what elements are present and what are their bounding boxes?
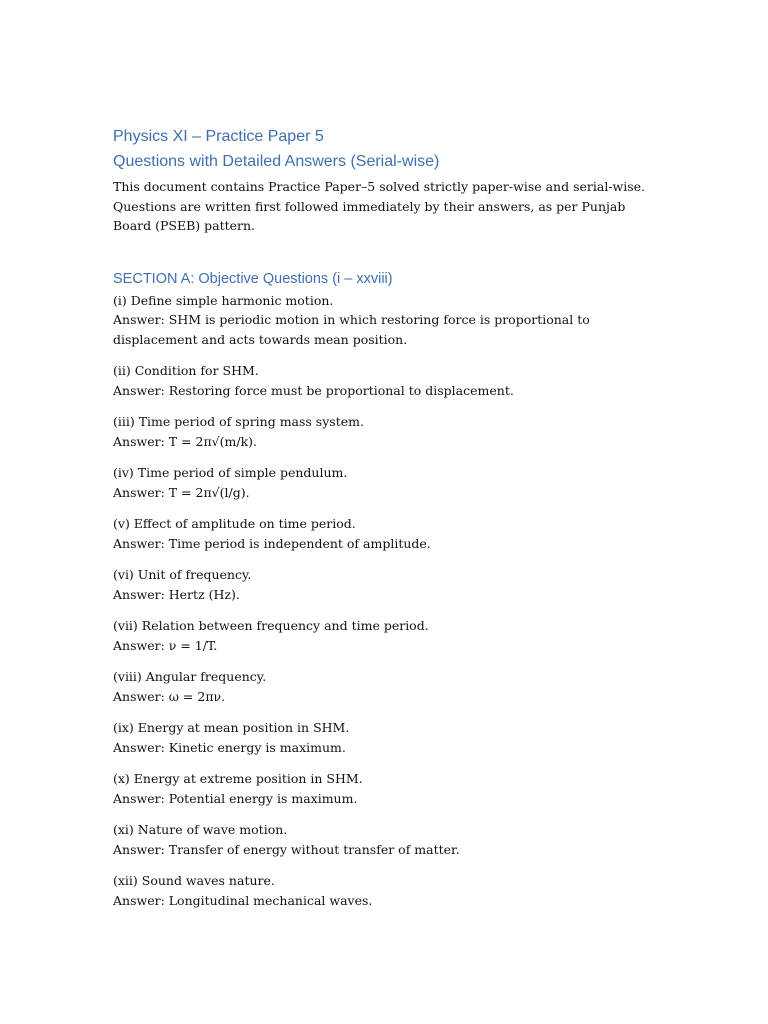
answer-text: Answer: Potential energy is maximum. xyxy=(113,790,358,806)
question-text: (vii) Relation between frequency and time period. xyxy=(113,618,429,633)
answer-text: Answer: Time period is independent of amplitude. xyxy=(113,535,431,551)
question-item xyxy=(113,565,653,604)
question-text: (iii) Time period of spring mass system. xyxy=(113,414,364,429)
intro-paragraph: This document contains Practice Paper–5 solved strictly paper-wise and serial-wise. Questions are written first followed immediately by their answers, as per Punjab Board (PSEB) pattern. xyxy=(113,179,646,233)
answer-text: Answer: T = 2π√(m/k). xyxy=(113,433,258,449)
question-text: (x) Energy at extreme position in SHM. xyxy=(113,771,363,786)
question-item xyxy=(113,616,653,655)
document-subtitle: Questions with Detailed Answers (Serial-wise) xyxy=(113,153,440,170)
answer-text: Answer: Restoring force must be proportional to displacement. xyxy=(113,382,514,398)
document-title: Physics XI – Practice Paper 5 xyxy=(113,128,324,145)
question-item xyxy=(113,871,653,910)
question-item xyxy=(113,463,653,502)
answer-text: Answer: ω = 2πν. xyxy=(113,688,226,704)
answer-text: Answer: Transfer of energy without transfer of matter. xyxy=(113,841,460,857)
question-text: (xi) Nature of wave motion. xyxy=(113,822,288,837)
answer-text: Answer: ν = 1/T. xyxy=(113,637,218,653)
answer-text: Answer: SHM is periodic motion in which restoring force is proportional to displacement and acts towards mean position. xyxy=(113,312,590,347)
question-item xyxy=(113,667,653,706)
question-item xyxy=(113,514,653,553)
question-item xyxy=(113,412,653,451)
question-text: (v) Effect of amplitude on time period. xyxy=(113,516,356,531)
document-content xyxy=(113,124,653,922)
question-text: (iv) Time period of simple pendulum. xyxy=(113,465,348,480)
question-list xyxy=(113,291,653,911)
question-text: (xii) Sound waves nature. xyxy=(113,873,275,888)
question-item xyxy=(113,291,653,350)
answer-text: Answer: Kinetic energy is maximum. xyxy=(113,739,346,755)
question-item xyxy=(113,769,653,808)
question-text: (viii) Angular frequency. xyxy=(113,669,267,684)
question-text: (vi) Unit of frequency. xyxy=(113,567,252,582)
answer-text: Answer: Hertz (Hz). xyxy=(113,586,240,602)
question-item xyxy=(113,820,653,859)
question-text: (i) Define simple harmonic motion. xyxy=(113,292,334,308)
question-item xyxy=(113,361,653,400)
question-item xyxy=(113,718,653,757)
answer-text: Answer: Longitudinal mechanical waves. xyxy=(113,892,373,908)
question-text: (ix) Energy at mean position in SHM. xyxy=(113,720,350,735)
question-text: (ii) Condition for SHM. xyxy=(113,363,259,378)
answer-text: Answer: T = 2π√(l/g). xyxy=(113,484,250,500)
section-a-heading: SECTION A: Objective Questions (i – xxviii) xyxy=(113,270,393,287)
